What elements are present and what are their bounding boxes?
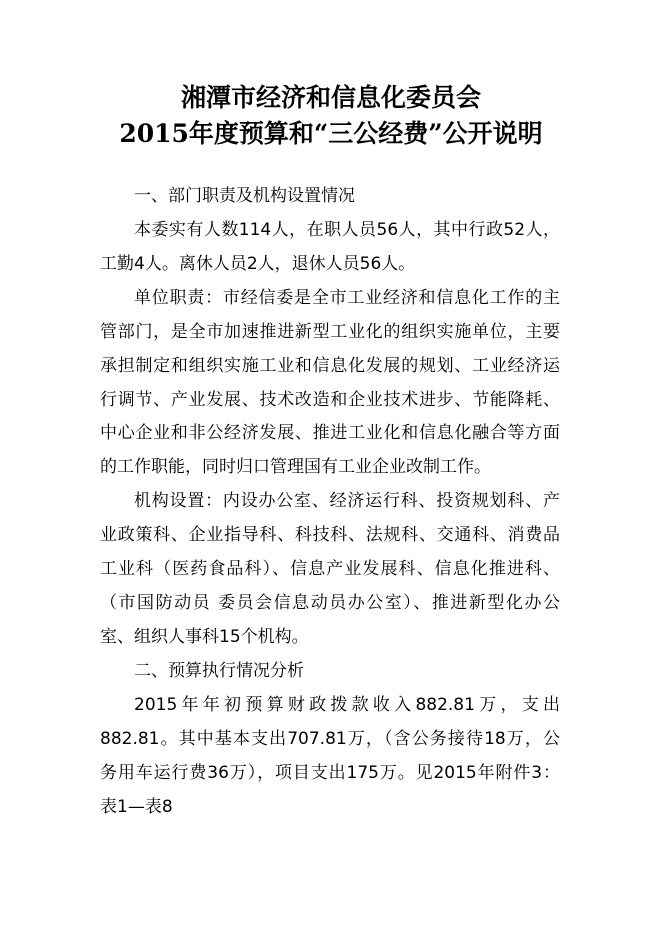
paragraph-line: 工勤4人。离休人员2人，退休人员56人。 bbox=[100, 254, 416, 274]
paragraph-line: 行调节、产业发展、技术改造和企业技术进步、节能降耗、 bbox=[100, 390, 560, 410]
document-title-line-2: 2015年度预算和“三公经费”公开说明 bbox=[119, 119, 543, 148]
section-heading-duties: 一、部门职责及机构设置情况 bbox=[134, 186, 355, 206]
paragraph-line: 工业科（医药食品科）、信息产业发展科、信息化推进科、 bbox=[100, 559, 560, 579]
paragraph-line: 本委实有人数114人，在职人员56人，其中行政52人， bbox=[134, 220, 560, 240]
paragraph-line: 管部门，是全市加速推进新型工业化的组织实施单位，主要 bbox=[100, 322, 560, 342]
paragraph-line: 的工作职能，同时归口管理国有工业企业改制工作。 bbox=[100, 457, 491, 477]
paragraph-line: 业政策科、企业指导科、科技科、法规科、交通科、消费品 bbox=[100, 525, 560, 545]
paragraph-line: 室、组织人事科15个机构。 bbox=[100, 627, 309, 647]
document-title-line-1: 湘潭市经济和信息化委员会 bbox=[180, 83, 481, 112]
paragraph-line: 中心企业和非公经济发展、推进工业化和信息化融合等方面 bbox=[100, 423, 560, 443]
paragraph-line: 2015年年初预算财政拨款收入882.81万，支出 bbox=[134, 695, 560, 715]
paragraph-line: 承担制定和组织实施工业和信息化发展的规划、工业经济运 bbox=[100, 356, 560, 376]
paragraph-line: 882.81。其中基本支出707.81万，（含公务接待18万，公 bbox=[100, 729, 560, 749]
paragraph-line: 单位职责：市经信委是全市工业经济和信息化工作的主 bbox=[134, 288, 560, 308]
section-heading-budget: 二、预算执行情况分析 bbox=[134, 661, 304, 681]
paragraph-line: （市国防动员 委员会信息动员办公室）、推进新型化办公 bbox=[100, 593, 560, 613]
paragraph-line: 机构设置：内设办公室、经济运行科、投资规划科、产 bbox=[134, 491, 560, 511]
paragraph-line: 表1—表8 bbox=[100, 797, 173, 817]
paragraph-line: 务用车运行费36万），项目支出175万。见2015年附件3： bbox=[100, 763, 560, 783]
